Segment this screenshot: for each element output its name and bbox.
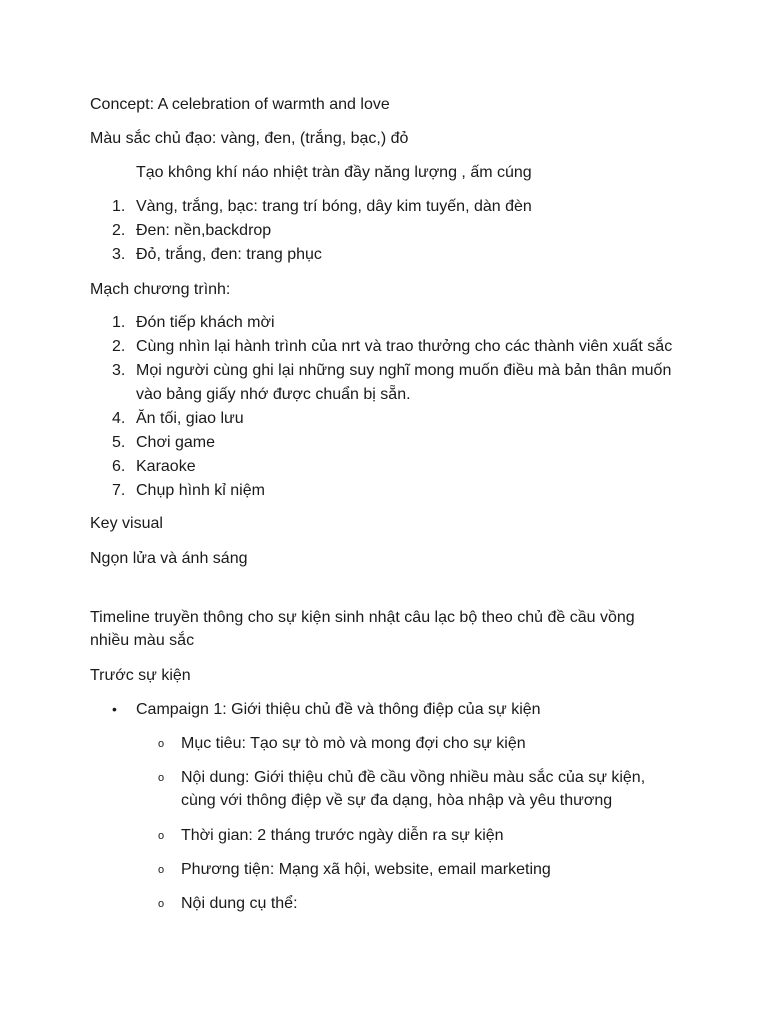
list-item xyxy=(90,359,690,407)
list-number: 7. xyxy=(112,482,126,499)
list-number: 5. xyxy=(112,434,126,451)
bullet-icon: • xyxy=(112,701,117,717)
list-number: 3. xyxy=(112,246,126,263)
campaign-title: Campaign 1: Giới thiệu chủ đề và thông điệp của sự kiện xyxy=(136,701,541,718)
list-item-text: Ăn tối, giao lưu xyxy=(136,410,244,427)
timeline-heading-line-1: Timeline truyền thông cho sự kiện sinh nhật câu lạc bộ theo chủ đề cầu vồng xyxy=(90,609,635,626)
circle-bullet-icon: o xyxy=(158,772,165,784)
program-heading: Mạch chương trình: xyxy=(90,281,231,298)
list-item xyxy=(90,455,690,479)
list-item-text: Chụp hình kỉ niệm xyxy=(136,482,265,499)
circle-bullet-icon: o xyxy=(158,864,165,876)
list-item-text: Đen: nền,backdrop xyxy=(136,222,272,239)
color-list xyxy=(90,195,690,267)
list-item xyxy=(90,219,690,243)
campaign-detail-item xyxy=(136,892,656,915)
list-item xyxy=(90,479,690,503)
timeline-heading-line-2: nhiều màu sắc xyxy=(90,632,195,649)
list-item-text: Mọi người cùng ghi lại những suy nghĩ mong muốn điều mà bản thân muốn vào bảng giấy nhớ được chuẩn bị sẵn. xyxy=(136,362,672,403)
campaign-detail-item xyxy=(136,858,656,881)
campaign-detail-text: Thời gian: 2 tháng trước ngày diễn ra sự kiện xyxy=(181,827,504,844)
campaign-detail-text: Nội dung: Giới thiệu chủ đề cầu vồng nhiều màu sắc của sự kiện, cùng với thông điệp về sự đa dạng, hòa nhập và yêu thương xyxy=(181,769,646,809)
list-item-text: Đón tiếp khách mời xyxy=(136,314,275,331)
program-list xyxy=(90,311,690,503)
list-number: 3. xyxy=(112,362,126,379)
list-item xyxy=(90,195,690,219)
list-item-text: Cùng nhìn lại hành trình của nrt và trao thưởng cho các thành viên xuất sắc xyxy=(136,338,673,355)
list-number: 1. xyxy=(112,314,126,331)
campaign-detail-text: Mục tiêu: Tạo sự tò mò và mong đợi cho sự kiện xyxy=(181,735,526,752)
campaign-detail-text: Phương tiện: Mạng xã hội, website, email marketing xyxy=(181,861,551,878)
key-visual-heading: Key visual xyxy=(90,515,163,532)
circle-bullet-icon: o xyxy=(158,830,165,842)
colors-line: Màu sắc chủ đạo: vàng, đen, (trắng, bạc,) đỏ xyxy=(90,130,409,147)
list-number: 6. xyxy=(112,458,126,475)
list-item xyxy=(90,243,690,267)
list-item xyxy=(90,407,690,431)
list-item xyxy=(90,431,690,455)
list-item xyxy=(90,311,690,335)
list-item xyxy=(90,335,690,359)
circle-bullet-icon: o xyxy=(158,738,165,750)
list-number: 2. xyxy=(112,338,126,355)
list-item-text: Vàng, trắng, bạc: trang trí bóng, dây kim tuyến, dàn đèn xyxy=(136,198,532,215)
campaign-detail-item xyxy=(136,766,656,812)
campaign-detail-item xyxy=(136,824,656,847)
campaign-detail-text: Nội dung cụ thể: xyxy=(181,895,298,912)
circle-bullet-icon: o xyxy=(158,898,165,910)
list-item-text: Chơi game xyxy=(136,434,215,451)
atmosphere-line: Tạo không khí náo nhiệt tràn đầy năng lượng , ấm cúng xyxy=(136,164,532,181)
concept-line: Concept: A celebration of warmth and love xyxy=(90,96,390,113)
key-visual-description: Ngọn lửa và ánh sáng xyxy=(90,550,248,567)
list-number: 1. xyxy=(112,198,126,215)
list-item-text: Karaoke xyxy=(136,458,196,475)
list-number: 2. xyxy=(112,222,126,239)
campaign-detail-item xyxy=(136,732,656,755)
before-event-heading: Trước sự kiện xyxy=(90,667,191,684)
list-number: 4. xyxy=(112,410,126,427)
list-item-text: Đỏ, trắng, đen: trang phục xyxy=(136,246,322,263)
